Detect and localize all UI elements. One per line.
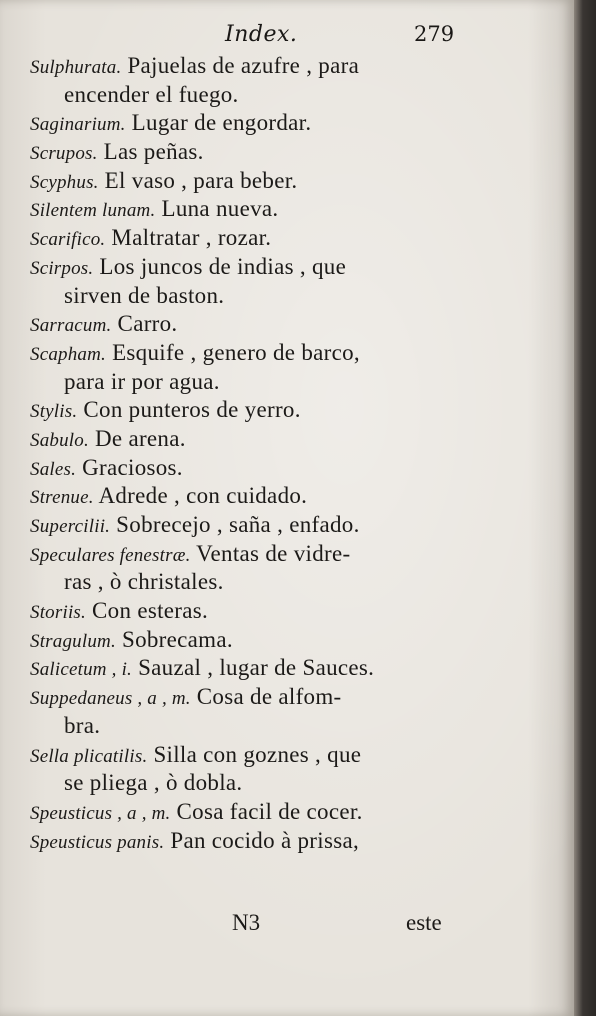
index-entry (30, 253, 480, 310)
spanish-definition: El vaso , para beber. (98, 167, 298, 193)
latin-term: Silentem lunam. (30, 200, 156, 222)
entry-continuation-line (30, 712, 480, 741)
spanish-definition: Los juncos de indias , que (93, 253, 347, 279)
index-entry (30, 52, 480, 109)
entry-line (30, 425, 480, 454)
index-entry (30, 396, 480, 425)
entry-continuation-line (30, 368, 480, 397)
entry-line (30, 396, 480, 425)
spanish-definition: Cosa facil de cocer. (170, 798, 363, 824)
index-entry (30, 195, 480, 224)
latin-term: Stragulum. (30, 630, 116, 652)
index-entry (30, 339, 480, 396)
latin-term: Supercilii. (30, 516, 111, 537)
spanish-definition: bra. (64, 712, 101, 738)
index-entry (30, 482, 480, 511)
index-entry (30, 683, 480, 740)
spanish-definition: Sobrecama. (115, 626, 233, 652)
latin-term: Speculares fenestræ. (30, 544, 191, 566)
latin-term: Saginarium. (30, 114, 126, 136)
latin-term: Sulphurata. (30, 57, 122, 78)
spanish-definition: ras , ò christales. (64, 569, 224, 595)
entry-line (30, 138, 480, 167)
latin-term: Scirpos. (30, 257, 94, 279)
index-entry (30, 597, 480, 626)
entry-line (30, 798, 480, 827)
spanish-definition: Adrede , con cuidado. (93, 483, 308, 509)
spanish-definition: Sobrecejo , saña , enfado. (110, 512, 360, 537)
spanish-definition: Pajuelas de azufre , para (121, 53, 360, 78)
index-entry (30, 138, 480, 167)
spanish-definition: De arena. (88, 425, 186, 451)
latin-term: Salicetum , i. (30, 659, 133, 681)
spanish-definition: Silla con goznes , que (147, 741, 362, 767)
spanish-definition: Luna nueva. (155, 196, 279, 222)
latin-term: Speusticus panis. (30, 831, 165, 853)
index-entry (30, 454, 480, 483)
spanish-definition: Las peñas. (97, 139, 204, 165)
spanish-definition: Maltratar , rozar. (105, 225, 272, 251)
entry-line (30, 339, 480, 368)
page-number: 279 (414, 22, 455, 46)
spanish-definition: Lugar de engordar. (125, 110, 312, 136)
entry-continuation-line (30, 769, 480, 798)
spanish-definition: se pliega , ò dobla. (64, 770, 243, 796)
entry-line (30, 626, 480, 655)
entry-line (30, 654, 480, 683)
latin-term: Suppedaneus , a , m. (30, 688, 191, 710)
entry-continuation-line (30, 568, 480, 597)
index-entry (30, 540, 480, 597)
latin-term: Sabulo. (30, 429, 89, 451)
latin-term: Strenue. (30, 487, 94, 509)
entry-line (30, 511, 480, 540)
running-head (0, 22, 574, 52)
spanish-definition: Carro. (111, 311, 178, 337)
latin-term: Scapham. (30, 343, 107, 365)
latin-term: Sella plicatilis. (30, 745, 148, 767)
latin-term: Scyphus. (30, 171, 99, 193)
entry-line (30, 224, 480, 253)
entry-line (30, 253, 480, 282)
running-head-title: Index. (225, 22, 298, 47)
spanish-definition: Con esteras. (85, 598, 209, 624)
catchword: este (406, 910, 442, 935)
spanish-definition: Esquife , genero de barco, (106, 339, 360, 365)
page-footer (0, 910, 574, 942)
entry-line (30, 195, 480, 224)
entry-line (30, 167, 480, 196)
latin-term: Scrupos. (30, 143, 98, 165)
index-entry (30, 741, 480, 798)
index-entry (30, 511, 480, 540)
spanish-definition: Sauzal , lugar de Sauces. (132, 655, 375, 681)
entry-line (30, 109, 480, 138)
index-entry (30, 798, 480, 827)
spanish-definition: encender el fuego. (64, 81, 239, 107)
index-entry-list (30, 52, 480, 855)
spanish-definition: Ventas de vidre- (190, 540, 351, 566)
index-entry (30, 827, 480, 856)
index-entry (30, 109, 480, 138)
page-edge-shadow (574, 0, 596, 1016)
latin-term: Storiis. (30, 602, 86, 624)
latin-term: Sales. (30, 458, 77, 480)
spanish-definition: Con punteros de yerro. (77, 397, 301, 423)
index-entry (30, 654, 480, 683)
spanish-definition: sirven de baston. (64, 282, 225, 308)
signature-mark: N3 (232, 910, 261, 935)
spanish-definition: Pan cocido à prissa, (164, 827, 360, 853)
entry-line (30, 741, 480, 770)
entry-continuation-line (30, 282, 480, 311)
entry-line (30, 454, 480, 483)
entry-line (30, 683, 480, 712)
entry-line (30, 310, 480, 339)
index-entry (30, 425, 480, 454)
entry-line (30, 540, 480, 569)
index-entry (30, 224, 480, 253)
index-entry (30, 310, 480, 339)
index-entry (30, 626, 480, 655)
spanish-definition: para ir por agua. (64, 368, 220, 394)
latin-term: Stylis. (30, 401, 78, 423)
entry-line (30, 827, 480, 856)
entry-line (30, 597, 480, 626)
entry-continuation-line (30, 81, 480, 110)
index-entry (30, 167, 480, 196)
entry-line (30, 482, 480, 511)
latin-term: Speusticus , a , m. (30, 802, 171, 824)
latin-term: Sarracum. (30, 315, 112, 337)
spanish-definition: Cosa de alfom- (190, 684, 342, 710)
spanish-definition: Graciosos. (76, 454, 183, 480)
latin-term: Scarifico. (30, 229, 106, 251)
entry-line (30, 52, 480, 81)
